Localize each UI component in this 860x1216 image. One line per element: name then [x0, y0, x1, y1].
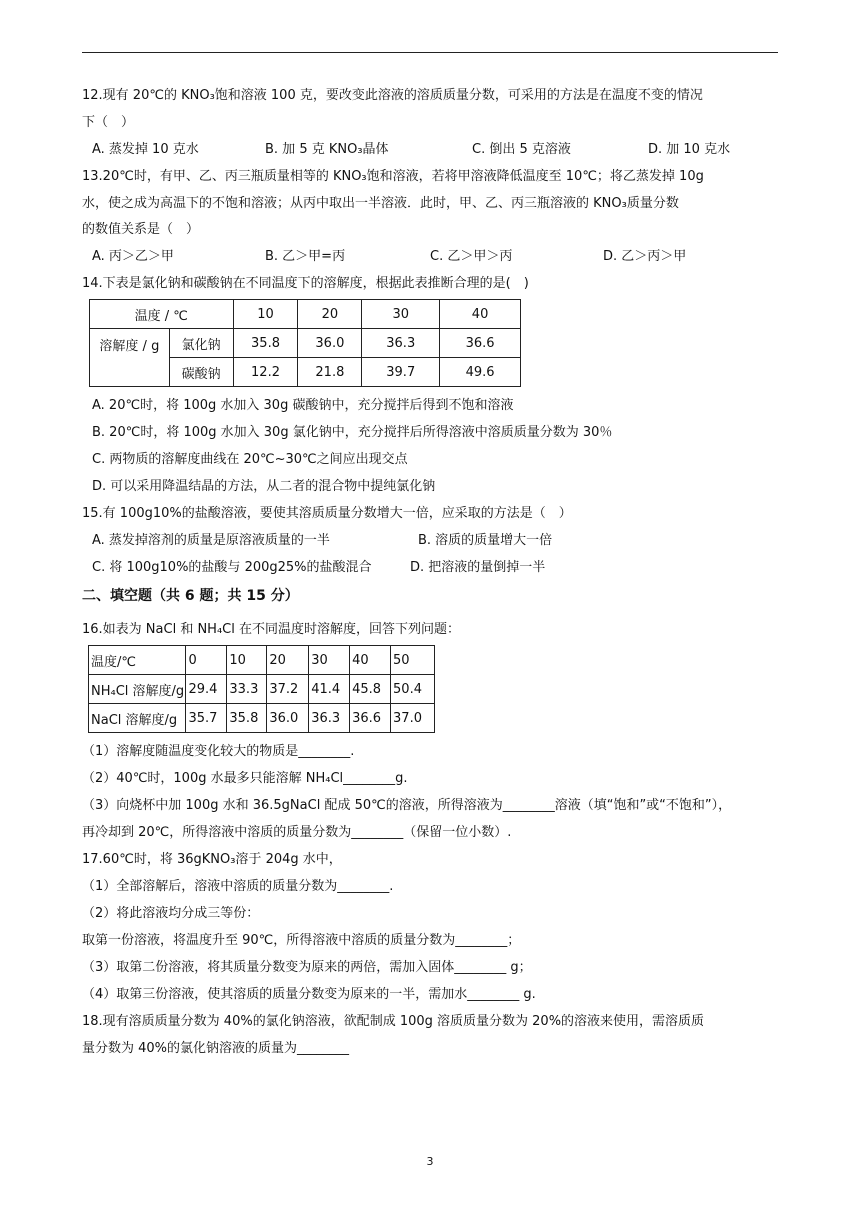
- table-cell: 21.8: [298, 358, 362, 387]
- q14-option-c: C. 两物质的溶解度曲线在 20℃~30℃之间应出现交点: [92, 452, 408, 467]
- table-header-cell: 20: [267, 646, 309, 675]
- q12-stem-line1: 12.现有 20℃的 KNO₃饱和溶液 100 克，要改变此溶液的溶质质量分数，可采用的方法是在温度不变的情况: [82, 88, 703, 103]
- q13-stem-line3: 的数值关系是（ ）: [82, 222, 200, 237]
- table-row: [89, 646, 435, 675]
- q14-option-d: D. 可以采用降温结晶的方法，从二者的混合物中提纯氯化钠: [92, 479, 436, 494]
- table-cell: 39.7: [362, 358, 440, 387]
- table-cell: 35.7: [186, 704, 227, 733]
- table-header-cell: 40: [350, 646, 391, 675]
- q12-stem-line2: 下（ ）: [82, 115, 135, 130]
- q14-temp-label: 温度 / ℃: [90, 300, 234, 329]
- q17-sub4: （4）取第三份溶液，使其溶质的质量分数变为原来的一半，需加水________ g.: [82, 987, 536, 1002]
- q14-row-name: 氯化钠: [169, 329, 233, 358]
- q14-option-b: B. 20℃时，将 100g 水加入 30g 氯化钠中，充分搅拌后所得溶液中溶质质量分数为 30％: [92, 425, 613, 440]
- q12-option-b: B. 加 5 克 KNO₃晶体: [265, 142, 389, 157]
- q14-temp-10: 10: [233, 300, 298, 329]
- q16-solubility-table: [88, 645, 435, 733]
- table-cell: 12.2: [233, 358, 298, 387]
- q14-solubility-table: [89, 299, 521, 387]
- q12-option-d: D. 加 10 克水: [648, 142, 731, 157]
- table-cell: 36.0: [298, 329, 362, 358]
- table-cell: 45.8: [350, 675, 391, 704]
- q15-option-a: A. 蒸发掉溶剂的质量是原溶液质量的一半: [92, 533, 330, 548]
- table-cell: 41.4: [309, 675, 350, 704]
- q15-option-c: C. 将 100g10%的盐酸与 200g25%的盐酸混合: [92, 560, 372, 575]
- q16-sub3-line2: 再冷却到 20℃，所得溶液中溶质的质量分数为________（保留一位小数）.: [82, 825, 512, 840]
- q15-option-b: B. 溶质的质量增大一倍: [418, 533, 553, 548]
- q17-sub2-detail: 取第一份溶液，将温度升至 90℃，所得溶液中溶质的质量分数为________；: [82, 933, 521, 948]
- q18-stem-line2: 量分数为 40%的氯化钠溶液的质量为________: [82, 1041, 350, 1056]
- q13-stem-line2: 水，使之成为高温下的不饱和溶液；从丙中取出一半溶液．此时，甲、乙、丙三瓶溶液的 KNO₃质量分数: [82, 196, 679, 211]
- q16-sub1: （1）溶解度随温度变化较大的物质是________.: [82, 744, 355, 759]
- table-cell: NH₄Cl 溶解度/g: [89, 675, 186, 704]
- table-cell: 36.0: [267, 704, 309, 733]
- q17-sub2: （2）将此溶液均分成三等份：: [82, 906, 260, 921]
- header-rule: [82, 52, 778, 53]
- table-header-cell: 10: [227, 646, 267, 675]
- q13-option-d: D. 乙＞丙＞甲: [603, 249, 687, 264]
- q13-option-c: C. 乙＞甲＞丙: [430, 249, 513, 264]
- table-header-cell: 30: [309, 646, 350, 675]
- table-cell: 37.0: [391, 704, 435, 733]
- table-cell: 36.3: [309, 704, 350, 733]
- q14-row-name: 碳酸钠: [169, 358, 233, 387]
- table-cell: 35.8: [227, 704, 267, 733]
- q16-sub2: （2）40℃时，100g 水最多只能溶解 NH₄Cl________g.: [82, 771, 408, 786]
- table-cell: 36.6: [440, 329, 521, 358]
- table-row: [90, 329, 521, 358]
- table-header-cell: 0: [186, 646, 227, 675]
- q17-stem: 17.60℃时，将 36gKNO₃溶于 204g 水中，: [82, 852, 342, 867]
- q14-temp-20: 20: [298, 300, 362, 329]
- table-cell: 29.4: [186, 675, 227, 704]
- q16-stem: 16.如表为 NaCl 和 NH₄Cl 在不同温度时溶解度，回答下列问题：: [82, 622, 460, 637]
- table-row: [89, 675, 435, 704]
- q18-stem-line1: 18.现有溶质质量分数为 40%的氯化钠溶液，欲配制成 100g 溶质质量分数为 20%的溶液来使用，需溶质质: [82, 1014, 705, 1029]
- q14-temp-30: 30: [362, 300, 440, 329]
- q14-solubility-label: 溶解度 / g: [90, 329, 170, 387]
- section-heading: 二、填空题（共 6 题；共 15 分）: [82, 588, 299, 604]
- page-number: 3: [426, 1155, 434, 1168]
- q13-option-a: A. 丙＞乙＞甲: [92, 249, 174, 264]
- table-cell: 50.4: [391, 675, 435, 704]
- q12-option-c: C. 倒出 5 克溶液: [472, 142, 571, 157]
- q15-stem: 15.有 100g10%的盐酸溶液，要使其溶质质量分数增大一倍，应采取的方法是（ ）: [82, 506, 572, 521]
- table-cell: 49.6: [440, 358, 521, 387]
- table-cell: 36.6: [350, 704, 391, 733]
- q14-temp-40: 40: [440, 300, 521, 329]
- table-cell: 33.3: [227, 675, 267, 704]
- table-cell: 37.2: [267, 675, 309, 704]
- q14-stem: 14.下表是氯化钠和碳酸钠在不同温度下的溶解度，根据此表推断合理的是( ): [82, 276, 529, 291]
- q17-sub1: （1）全部溶解后，溶液中溶质的质量分数为________.: [82, 879, 394, 894]
- table-cell: 36.3: [362, 329, 440, 358]
- table-header-cell: 50: [391, 646, 435, 675]
- q12-option-a: A. 蒸发掉 10 克水: [92, 142, 199, 157]
- q13-option-b: B. 乙＞甲=丙: [265, 249, 346, 264]
- q14-option-a: A. 20℃时，将 100g 水加入 30g 碳酸钠中，充分搅拌后得到不饱和溶液: [92, 398, 514, 413]
- table-cell: NaCl 溶解度/g: [89, 704, 186, 733]
- q13-stem-line1: 13.20℃时，有甲、乙、丙三瓶质量相等的 KNO₃饱和溶液，若将甲溶液降低温度至 10℃；将乙蒸发掉 10g: [82, 169, 704, 184]
- q15-option-d: D. 把溶液的量倒掉一半: [410, 560, 546, 575]
- table-header-cell: 温度/℃: [89, 646, 186, 675]
- q16-sub3-line1: （3）向烧杯中加 100g 水和 36.5gNaCl 配成 50℃的溶液，所得溶液为________溶液（填“饱和”或“不饱和”），: [82, 798, 732, 813]
- table-row: [89, 704, 435, 733]
- table-cell: 35.8: [233, 329, 298, 358]
- table-row: [90, 300, 521, 329]
- q17-sub3: （3）取第二份溶液，将其质量分数变为原来的两倍，需加入固体________ g；: [82, 960, 532, 975]
